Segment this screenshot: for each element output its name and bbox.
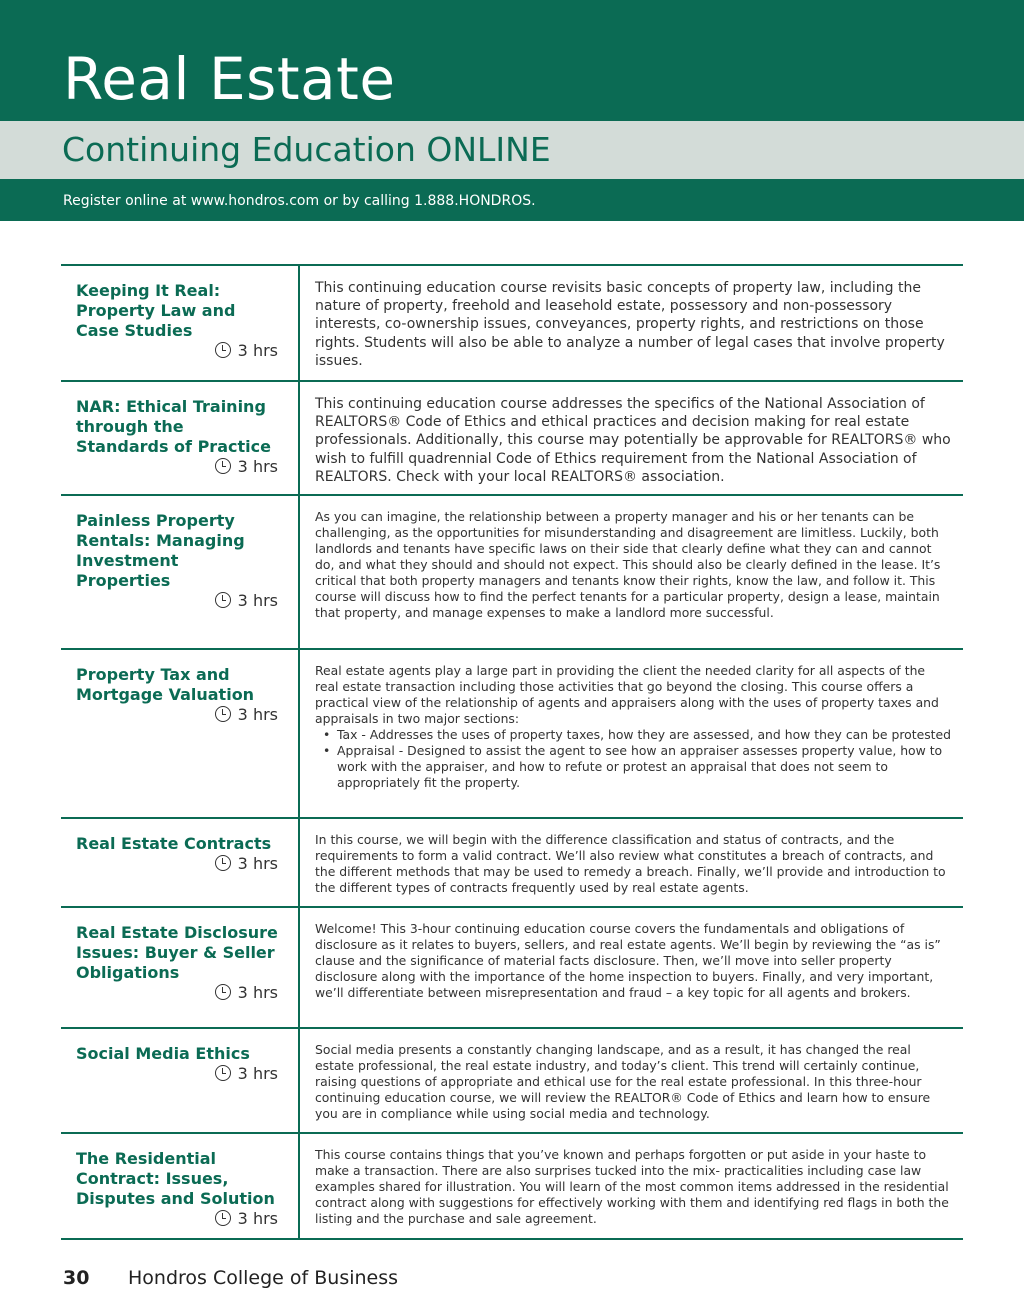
register-band [0,179,1024,221]
hours-label: 3 hrs [237,341,278,360]
register-text: Register online at www.hondros.com or by calling 1.888.HONDROS. [63,193,536,209]
course-hours [76,341,278,361]
course-description: In this course, we will begin with the difference classification and status of contracts, and the requirements to form a valid contract. We’ll also review what constitutes a breach of contracts, and the different methods that may be used to remedy a breach. Finally, we’ll provide and introduction to the different types of contracts frequently used by real estate agents. [315,832,946,895]
subtitle-band [0,121,1024,179]
page-number: 30 [63,1267,90,1289]
course-hours [76,705,278,725]
course-row [61,382,963,496]
course-title-cell [61,908,300,1027]
course-description: Social media presents a constantly changing landscape, and as a result, it has changed the real estate professional, the real estate industry, and today’s client. This trend will certainly continue, raising questions of appropriate and ethical use for the real estate professional. In this three-hour continuing education course, we will review the REALTOR® Code of Ethics and learn how to ensure you are in compliance while using social media and technology. [315,1042,931,1121]
course-row [61,266,963,382]
course-row [61,650,963,819]
course-title-cell [61,819,300,906]
course-description: Real estate agents play a large part in providing the client the needed clarity for all aspects of the real estate transaction including those activities that go beyond the closing. This course offers a practical view of the relationship of agents and appraisers along with the uses of property taxes and appraisals in two major sections: [315,663,939,726]
course-title-cell [61,1134,300,1238]
course-title: Real Estate Contracts [76,834,272,853]
hours-label: 3 hrs [237,457,278,476]
course-list [61,264,963,1240]
publisher-name: Hondros College of Business [128,1267,399,1289]
course-description-cell [300,819,963,906]
course-description-cell [300,908,963,1027]
clock-icon [215,1065,231,1081]
course-description-cell [300,650,963,817]
course-row [61,496,963,650]
clock-icon [215,342,231,358]
course-title: NAR: Ethical Training through the Standards of Practice [76,397,271,456]
bullet-item: • Tax - Addresses the uses of property taxes, how they are assessed, and how they can be protested [315,727,951,743]
bullet-list [315,727,951,791]
course-hours [76,457,278,477]
course-title: Painless Property Rentals: Managing Investment Properties [76,511,245,590]
course-title: Social Media Ethics [76,1044,250,1063]
clock-icon [215,458,231,474]
course-title: Real Estate Disclosure Issues: Buyer & Seller Obligations [76,923,278,982]
course-description-cell [300,1029,963,1132]
course-description: This continuing education course revisits basic concepts of property law, including the nature of property, freehold and leasehold estate, possessory and non-possessory interests, co-ownership issues, conveyances, property rights, and restrictions on those rights. Students will also be able to analyze a number of legal cases that involve property issues. [315,280,945,369]
hours-label: 3 hrs [237,1064,278,1083]
hours-label: 3 hrs [237,983,278,1002]
course-row [61,1029,963,1134]
course-description: Welcome! This 3-hour continuing education course covers the fundamentals and obligations of disclosure as it relates to buyers, sellers, and real estate agents. We’ll begin by reviewing the “as is” clause and the significance of material facts disclosure. Then, we’ll move into seller property disclosure along with the importance of the home inspection to buyers. Finally, and very important, we’ll differentiate between misrepresentation and fraud – a key topic for all agents and brokers. [315,921,941,1000]
clock-icon [215,855,231,871]
course-description: As you can imagine, the relationship between a property manager and his or her tenants can be challenging, as the opportunities for misunderstanding and disagreement are limitless. Luckily, both landlords and tenants have specific laws on their side that clearly define what they can and cannot do, and what they should and should not expect. This should also be clearly defined in the lease. It’s critical that both property managers and tenants know their rights, know the law, and follow it. This course will discuss how to find the perfect tenants for a particular property, design a lease, maintain that property, and manage expenses to make a landlord more successful. [315,509,941,620]
course-title: Property Tax and Mortgage Valuation [76,665,255,704]
clock-icon [215,706,231,722]
course-row [61,908,963,1029]
hours-label: 3 hrs [237,1209,278,1228]
course-title-cell [61,650,300,817]
course-description: This course contains things that you’ve known and perhaps forgotten or put aside in your haste to make a transaction. There are also surprises tucked into the mix- practicalities including case law examples shared for illustration. You will learn of the most common items addressed in the residential contract along with suggestions for effectively working with them and identifying red flags in both the listing and the purchase and sale agreement. [315,1147,949,1226]
course-description-cell [300,266,963,380]
course-hours [76,983,278,1003]
bullet-item: • Appraisal - Designed to assist the agent to see how an appraiser assesses property value, how to work with the appraiser, and how to refute or protest an appraisal that does not seem to appropriately fit the property. [315,743,951,791]
course-hours [76,1064,278,1084]
hours-label: 3 hrs [237,705,278,724]
hours-label: 3 hrs [237,591,278,610]
course-hours [76,591,278,611]
course-title-cell [61,496,300,648]
hours-label: 3 hrs [237,854,278,873]
clock-icon [215,1210,231,1226]
course-row [61,1134,963,1240]
course-hours [76,1209,278,1229]
clock-icon [215,984,231,1000]
course-title: The Residential Contract: Issues, Disputes and Solution [76,1149,275,1208]
course-title-cell [61,1029,300,1132]
course-description-cell [300,496,963,648]
page-footer [63,1264,398,1292]
course-title: Keeping It Real: Property Law and Case Studies [76,281,236,340]
course-description-cell [300,382,963,494]
course-title-cell [61,266,300,380]
course-title-cell [61,382,300,494]
page-title: Real Estate [63,45,396,113]
course-description: This continuing education course addresses the specifics of the National Association of REALTORS® Code of Ethics and ethical practices and decision making for real estate professionals. Additionally, this course may potentially be approvable for REALTORS® who wish to fulfill quadrennial Code of Ethics requirement from the National Association of REALTORS. Check with your local REALTORS® association. [315,396,951,485]
course-row [61,819,963,908]
page-subtitle: Continuing Education ONLINE [62,130,551,169]
course-hours [76,854,278,874]
course-description-cell [300,1134,963,1238]
header-banner [0,0,1024,121]
clock-icon [215,592,231,608]
